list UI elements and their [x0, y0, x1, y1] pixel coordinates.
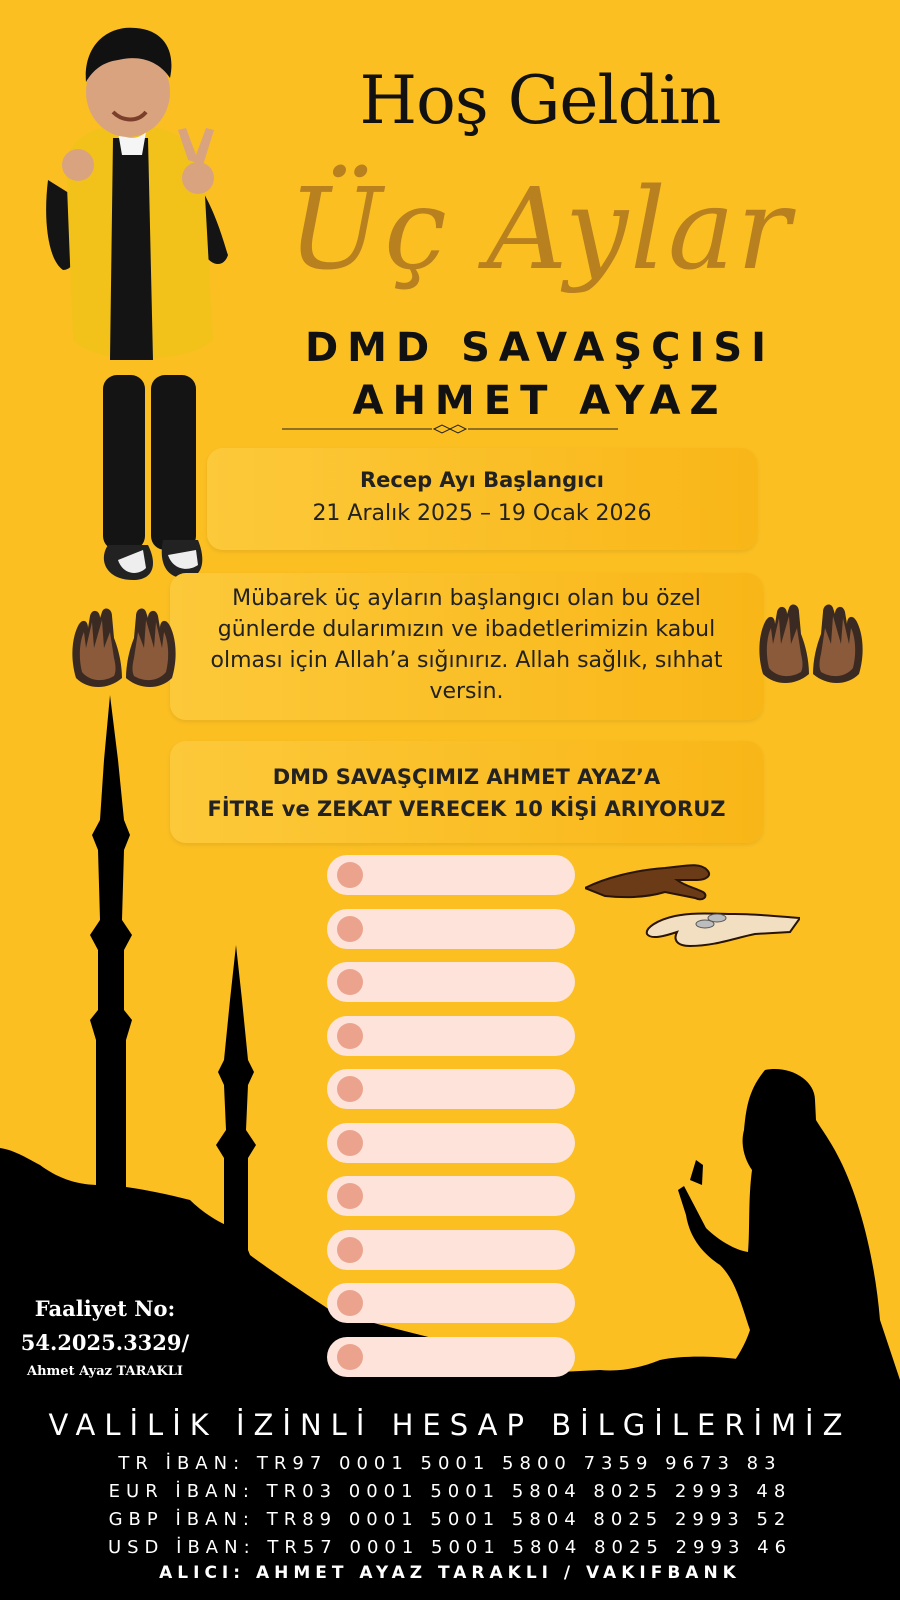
slot-bullet-icon [337, 1237, 363, 1263]
faaliyet-label: Faaliyet No: [34, 1296, 176, 1321]
donor-slot[interactable] [327, 1283, 575, 1323]
donor-slot[interactable] [327, 1016, 575, 1056]
recep-card [207, 448, 757, 550]
donor-slot[interactable] [327, 962, 575, 1002]
bank-title: VALİLİK İZİNLİ HESAP BİLGİLERİMİZ [48, 1408, 852, 1442]
donor-slot[interactable] [327, 1230, 575, 1270]
ornament-divider [282, 424, 618, 434]
call-line-2: FİTRE ve ZEKAT VERECEK 10 KİŞİ ARIYORUZ [207, 797, 726, 821]
slot-bullet-icon [337, 1076, 363, 1102]
donor-slot[interactable] [327, 855, 575, 895]
faaliyet-number: 54.2025.3329/ [20, 1330, 190, 1355]
slot-bullet-icon [337, 1344, 363, 1370]
prayer-card [170, 573, 763, 720]
recep-heading: Recep Ayı Başlangıcı [359, 468, 605, 492]
faaliyet-name: Ahmet Ayaz TARAKLI [27, 1364, 183, 1379]
iban-eur: EUR İBAN: TR03 0001 5001 5804 8025 2993 48 [108, 1481, 792, 1502]
slot-bullet-icon [337, 1130, 363, 1156]
slot-bullet-icon [337, 1183, 363, 1209]
call-line-1: DMD SAVAŞÇIMIZ AHMET AYAZ’A [272, 765, 661, 789]
call-card [170, 741, 763, 843]
iban-tr: TR İBAN: TR97 0001 5001 5800 7359 9673 83 [118, 1453, 782, 1474]
slot-bullet-icon [337, 969, 363, 995]
prayer-text: Mübarek üç ayların başlangıcı olan bu özel günlerde dularımızın ve ibadetlerimizin kabul olması için Allah’a sığınırız. Allah sağlık, sıhhat versin. [210, 586, 723, 704]
donor-slot[interactable] [327, 1069, 575, 1109]
call-text [180, 761, 753, 825]
bank-recipient: ALICI: AHMET AYAZ TARAKLI / VAKIFBANK [159, 1563, 741, 1583]
title-ahmet-ayaz: AHMET AYAZ [352, 378, 728, 424]
slot-bullet-icon [337, 862, 363, 888]
donor-slot[interactable] [327, 1337, 575, 1377]
recep-dates: 21 Aralık 2025 – 19 Ocak 2026 [312, 501, 652, 526]
slot-bullet-icon [337, 1290, 363, 1316]
title-dmd-savascisi: DMD SAVAŞÇISI [304, 325, 776, 371]
title-hos-geldin: Hoş Geldin [359, 62, 721, 139]
slot-bullet-icon [337, 916, 363, 942]
donor-slot[interactable] [327, 1123, 575, 1163]
slot-bullet-icon [337, 1023, 363, 1049]
donor-slot[interactable] [327, 909, 575, 949]
title-uc-aylar: Üç Aylar [287, 165, 793, 295]
praying-hands-icon [755, 604, 867, 690]
iban-usd: USD İBAN: TR57 0001 5001 5804 8025 2993 46 [107, 1537, 793, 1558]
giving-hands-icon [585, 858, 800, 963]
praying-hands-icon [68, 608, 180, 694]
donor-slot[interactable] [327, 1176, 575, 1216]
iban-gbp: GBP İBAN: TR89 0001 5001 5804 8025 2993 52 [108, 1509, 792, 1530]
